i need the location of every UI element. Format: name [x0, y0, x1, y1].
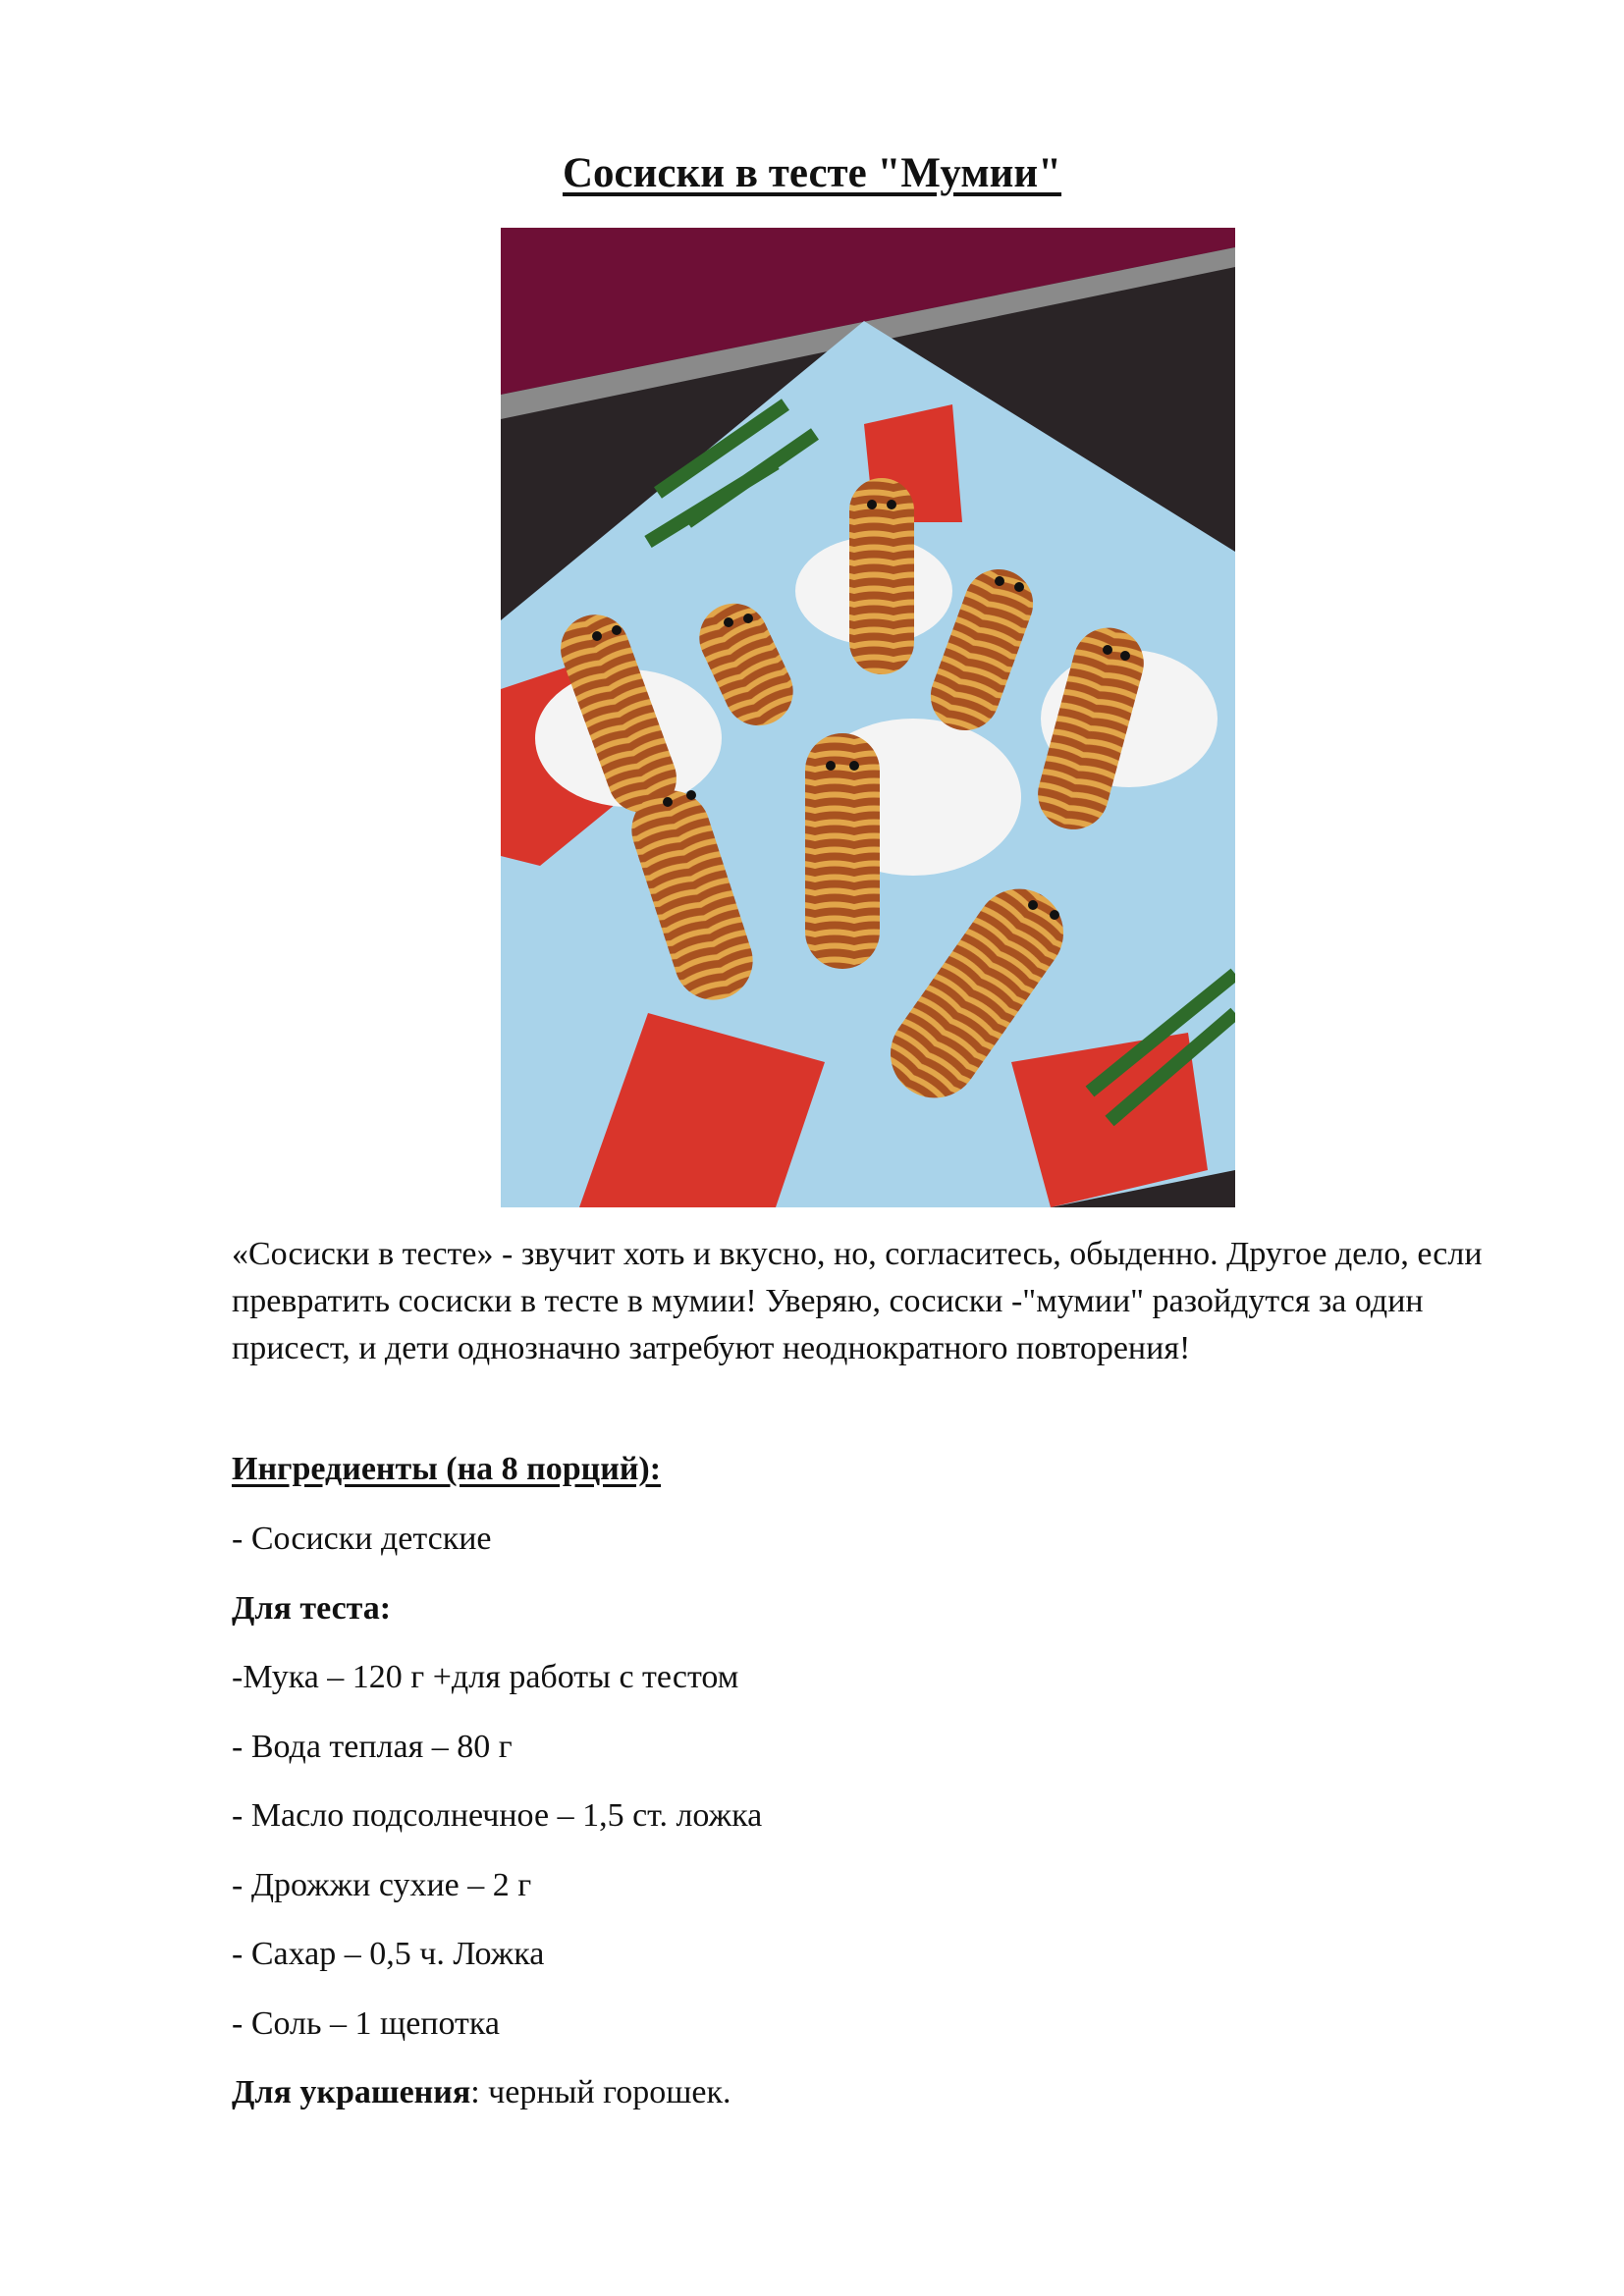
decoration-line — [232, 2074, 731, 2111]
dough-heading: Для теста: — [232, 1590, 392, 1627]
ingredient-item: - Соль – 1 щепотка — [232, 2005, 500, 2042]
ingredients-heading: Ингредиенты (на 8 порций): — [232, 1451, 662, 1487]
mummy-sausage — [849, 478, 914, 674]
ingredient-item: - Сахар – 0,5 ч. Ложка — [232, 1936, 545, 1972]
intro-paragraph: «Сосиски в тесте» - звучит хоть и вкусно, но, согласитесь, обыденно. Другое дело, если превратить сосиски в тесте в мумии! Уверяю, сосиски -"мумии" разойдутся за один присест, и дети однозначно затребуют неоднократного повторения! — [232, 1236, 1483, 1366]
decoration-label: Для украшения — [232, 2074, 471, 2110]
ingredient-item: - Вода теплая – 80 г — [232, 1729, 513, 1765]
ingredient-item: - Дрожжи сухие – 2 г — [232, 1867, 532, 1903]
decoration-text: : черный горошек. — [470, 2074, 731, 2110]
mummy-sausage — [805, 733, 880, 969]
mummy-sausages-illustration — [501, 228, 1235, 1207]
ingredient-item: - Масло подсолнечное – 1,5 ст. ложка — [232, 1797, 763, 1834]
recipe-photo — [501, 228, 1235, 1207]
recipe-title: Сосиски в тесте "Мумии" — [562, 150, 1062, 196]
ingredient-item: - Сосиски детские — [232, 1521, 492, 1557]
ingredient-item: -Мука – 120 г +для работы с тестом — [232, 1659, 739, 1695]
